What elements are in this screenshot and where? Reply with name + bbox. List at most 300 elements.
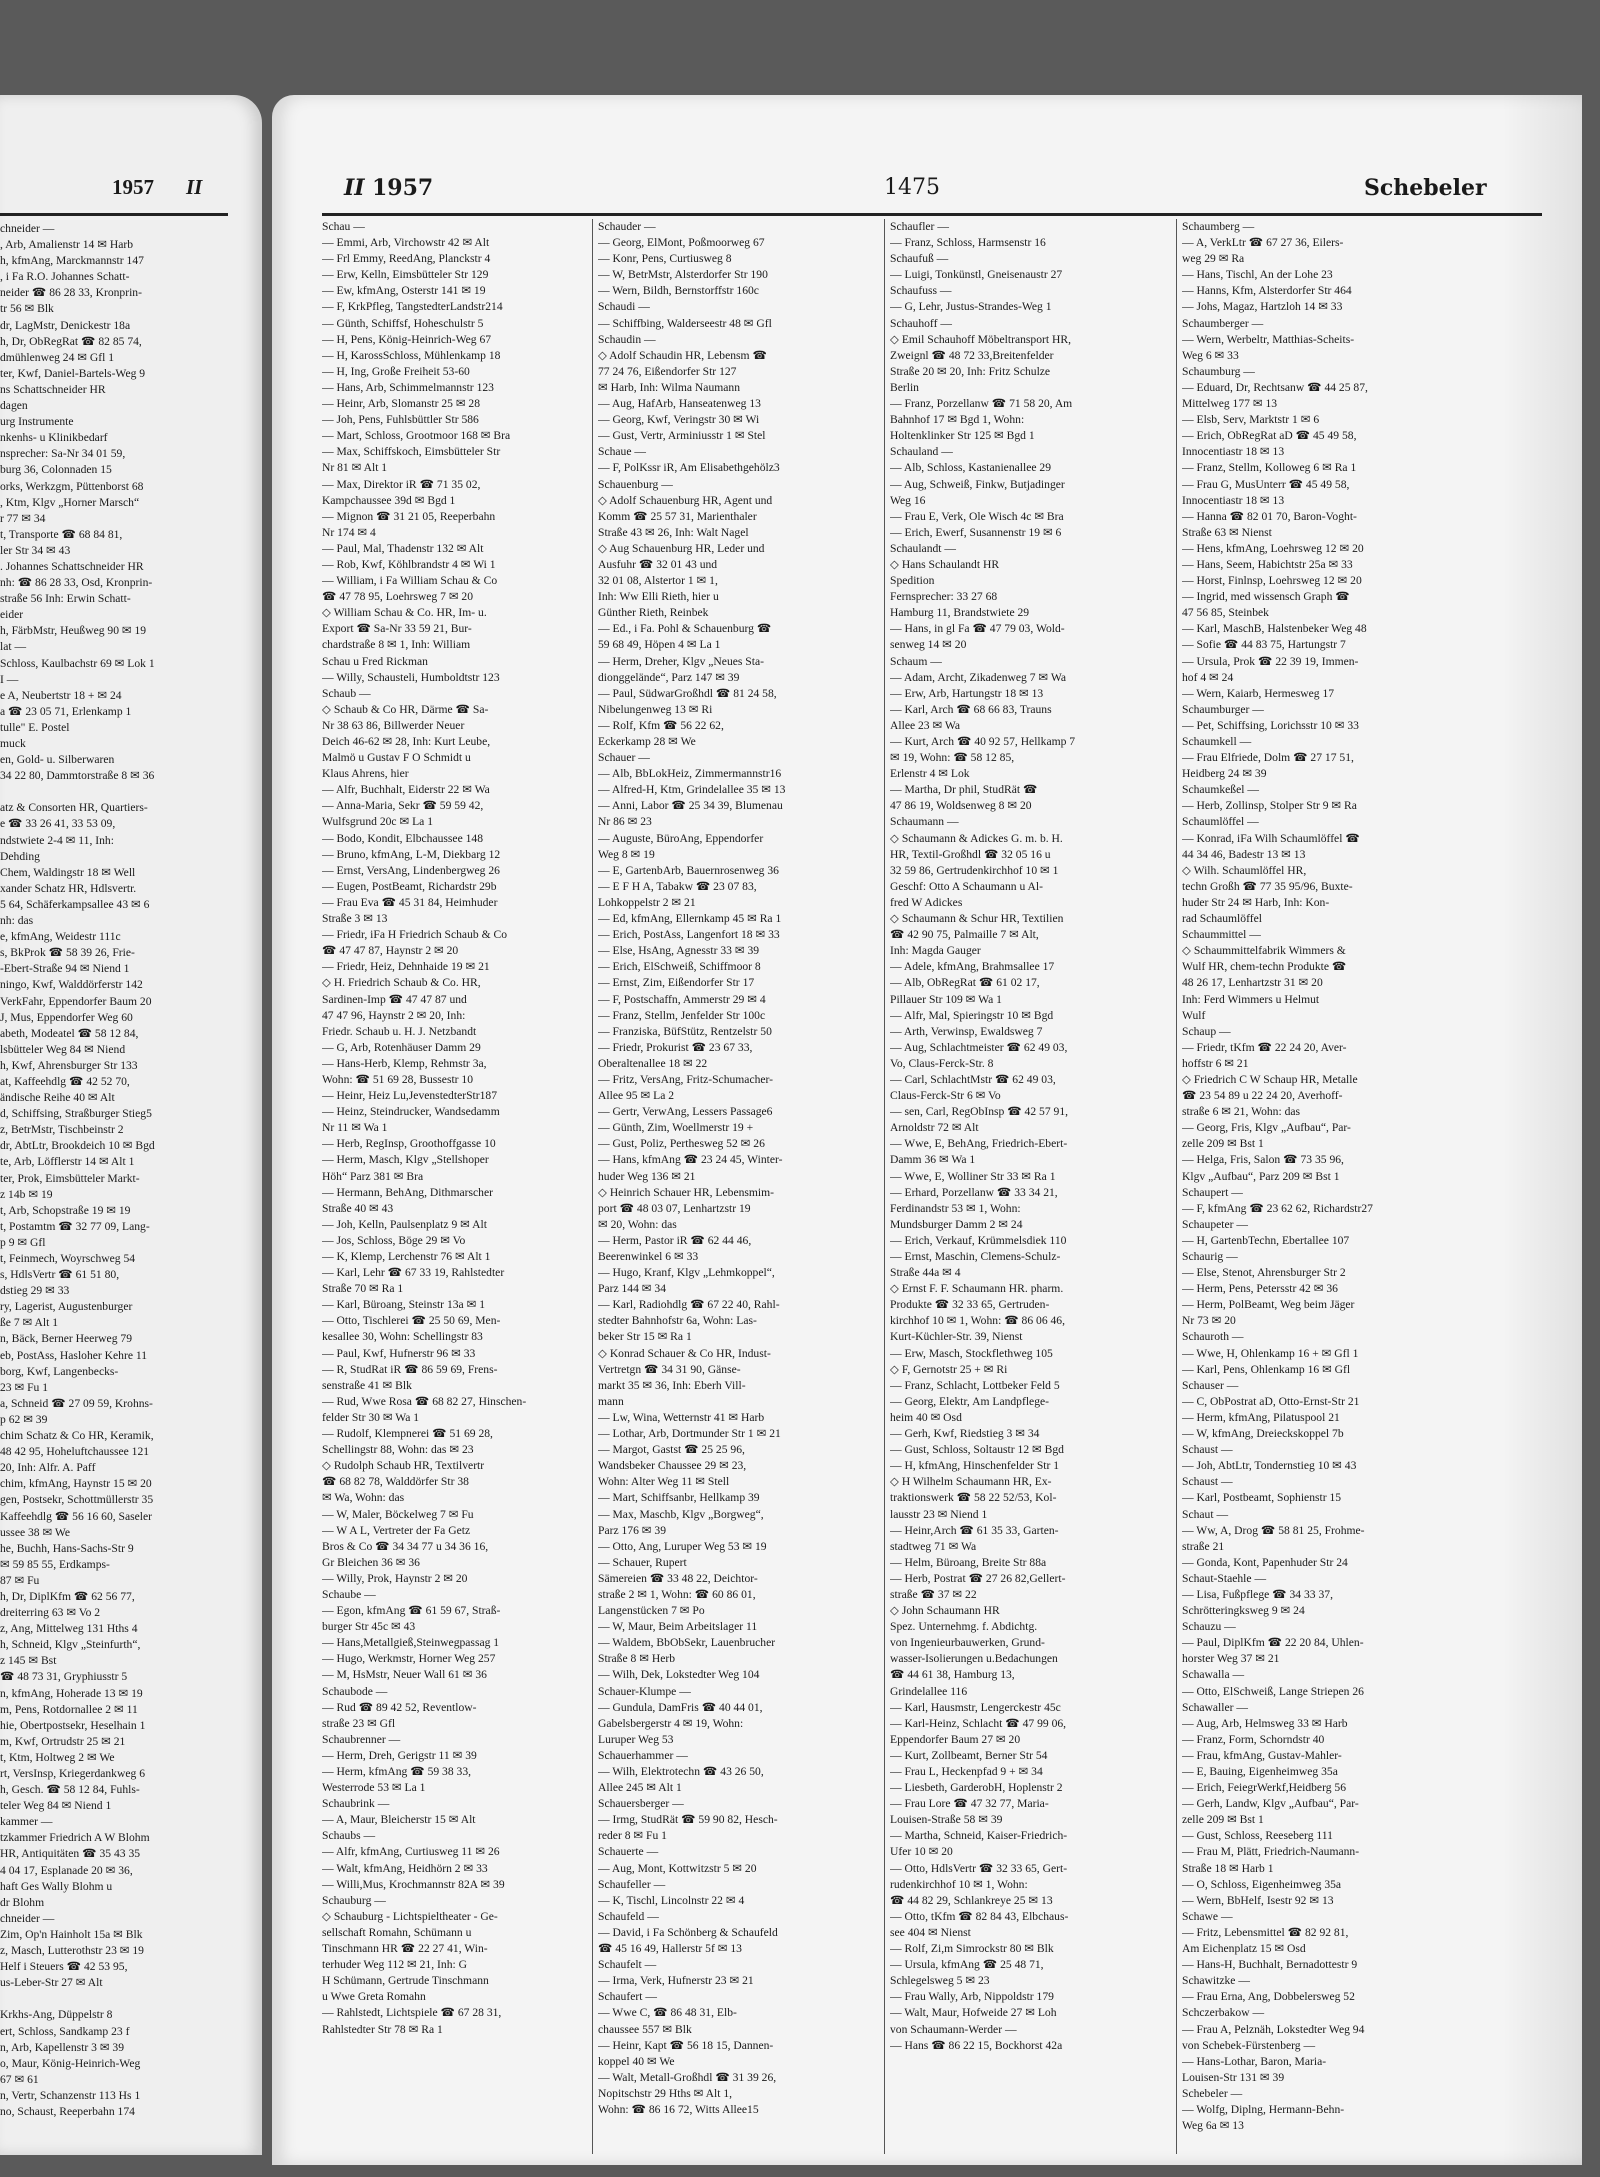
directory-entry-line: beker Str 15 ✉ Ra 1 xyxy=(598,1330,692,1344)
directory-entry-line: — Herm, kfmAng ☎ 59 38 33, xyxy=(322,1765,472,1778)
directory-entry-line: Inh: Ferd Wimmers u Helmut xyxy=(1182,992,1320,1006)
directory-entry-line: Inh: Magda Gauger xyxy=(890,944,981,958)
directory-entry-line: 47 86 19, Woldsenweg 8 ✉ 20 xyxy=(890,799,1032,813)
directory-entry-line: — W, BetrMstr, Alsterdorfer Str 190 xyxy=(598,268,768,282)
directory-entry-line: — Mart, Schloss, Grootmoor 168 ✉ Bra xyxy=(322,429,511,443)
directory-entry-line: — Erich, ObRegRat aD ☎ 45 49 58, xyxy=(1182,429,1357,443)
directory-entry-line: te, Arb, Löfflerstr 14 ✉ Alt 1 xyxy=(0,1155,135,1169)
directory-entry-line: — Hanns, Kfm, Alsterdorfer Str 464 xyxy=(1182,284,1352,298)
directory-entry-line: ☎ 44 61 38, Hamburg 13, xyxy=(890,1668,1015,1682)
directory-entry-line: — Erw, Kelln, Eimsbütteler Str 129 xyxy=(322,268,489,282)
directory-entry-line: — Herm, Dreh, Gerigstr 11 ✉ 39 xyxy=(322,1748,477,1762)
directory-entry-line: — Frau Wally, Arb, Nippoldstr 179 xyxy=(890,1990,1054,2004)
directory-entry-line: — Else, HsAng, Agnesstr 33 ✉ 39 xyxy=(598,944,760,958)
column-divider xyxy=(1176,219,1177,2154)
directory-entry-line: — Rudolf, Klempnerei ☎ 51 69 28, xyxy=(322,1427,493,1441)
directory-entry-line: — Paul, Kwf, Hufnerstr 96 ✉ 33 xyxy=(322,1346,476,1360)
directory-entry-line: see 404 ✉ Nienst xyxy=(890,1925,971,1939)
directory-entry-line: chneider — xyxy=(0,222,55,235)
directory-entry-line: — Alb, ObRegRat ☎ 61 02 17, xyxy=(890,976,1040,990)
directory-entry-line: — Lisa, Fußpflege ☎ 34 33 37, xyxy=(1182,1587,1333,1601)
directory-entry-line: Mundsburger Damm 2 ✉ 24 xyxy=(890,1217,1023,1231)
directory-entry-line: Schauhoff — xyxy=(890,316,952,330)
directory-entry-line: Friedr. Schaub u. H. J. Netzbandt xyxy=(322,1024,477,1038)
directory-entry-line: — Lw, Wina, Wetternstr 41 ✉ Harb xyxy=(598,1410,765,1424)
directory-entry-line: — Karl, Lehr ☎ 67 33 19, Rahlstedter xyxy=(322,1266,505,1280)
directory-entry-line: — Karl, Postbeamt, Sophienstr 15 xyxy=(1182,1491,1342,1505)
directory-entry-line: Beerenwinkel 6 ✉ 33 xyxy=(598,1250,699,1263)
directory-entry-line: reder 8 ✉ Fu 1 xyxy=(598,1829,667,1843)
directory-entry-line: ☎ 68 82 78, Walddörfer Str 38 xyxy=(322,1475,469,1489)
directory-entry-line: Schaumberg — xyxy=(1182,220,1255,233)
directory-entry-line: abeth, Modeatel ☎ 58 12 84, xyxy=(0,1026,139,1040)
directory-entry-line: — Wilh, Elektrotechn ☎ 43 26 50, xyxy=(598,1765,764,1778)
directory-entry-line: straße 6 ✉ 21, Wohn: das xyxy=(1182,1105,1301,1119)
directory-entry-line: hie, Obertpostsekr, Heselhain 1 xyxy=(0,1718,146,1732)
directory-entry-line: — Joh, Kelln, Paulsenplatz 9 ✉ Alt xyxy=(322,1217,487,1231)
directory-entry-line: h, kfmAng, Marckmannstr 147 xyxy=(0,254,144,268)
directory-entry-line: Schauland — xyxy=(890,445,953,459)
directory-entry-line: ter, Prok, Eimsbütteler Markt- xyxy=(0,1171,140,1185)
directory-entry-line: Günther Rieth, Reinbek xyxy=(598,606,709,620)
directory-entry-line: — Wern, Kaiarb, Hermesweg 17 xyxy=(1182,686,1335,700)
directory-entry-line: Eckerkamp 28 ✉ We xyxy=(598,735,696,748)
directory-entry-line: us-Leber-Str 27 ✉ Alt xyxy=(0,1976,103,1990)
directory-entry-line: — Otto, ElSchweiß, Lange Striepen 26 xyxy=(1182,1684,1364,1698)
directory-entry-line: Schaudin — xyxy=(598,332,656,346)
directory-entry-line: — Hermann, BehAng, Dithmarscher xyxy=(322,1185,493,1199)
directory-entry-line: — Erich, Ewerf, Susannenstr 19 ✉ 6 xyxy=(890,525,1062,539)
directory-entry-line: Nr 73 ✉ 20 xyxy=(1182,1314,1236,1328)
directory-entry-line: Ufer 10 ✉ 20 xyxy=(890,1845,953,1859)
directory-entry-line: ◇ Ernst F. F. Schaumann HR. pharm. xyxy=(890,1282,1064,1296)
directory-entry-line: Deich 46-62 ✉ 28, Inh: Kurt Leube, xyxy=(322,735,491,748)
directory-entry-line: Grindelallee 116 xyxy=(890,1684,968,1698)
directory-entry-line: — Heinz, Steindrucker, Wandsedamm xyxy=(322,1105,500,1119)
directory-entry-line: z, Masch, Lutterothstr 23 ✉ 19 xyxy=(0,1944,144,1958)
directory-entry-line: — A, Maur, Bleicherstr 15 ✉ Alt xyxy=(322,1813,476,1827)
directory-entry-line: — Gerh, Kwf, Riedstieg 3 ✉ 34 xyxy=(890,1427,1040,1441)
directory-entry-line: ◇ H Wilhelm Schaumann HR, Ex- xyxy=(890,1475,1052,1489)
directory-entry-line: — Erhard, Porzellanw ☎ 33 34 21, xyxy=(890,1185,1058,1199)
directory-entry-line: Zim, Op'n Hainholt 15a ✉ Blk xyxy=(0,1927,143,1941)
directory-entry-line: Schaumkeßel — xyxy=(1182,783,1259,797)
directory-entry-line: t, Postamtm ☎ 32 77 09, Lang- xyxy=(0,1219,150,1233)
directory-entry-line: — Wwe, H, Ohlenkamp 16 + ✉ Gfl 1 xyxy=(1182,1346,1359,1360)
directory-entry-line: — Erich, ElSchweiß, Schiffmoor 8 xyxy=(598,960,761,974)
directory-entry-line: n, Bäck, Berner Heerweg 79 xyxy=(0,1332,132,1346)
directory-entry-line: Wulf HR, chem-techn Produkte ☎ xyxy=(1182,960,1347,974)
directory-entry-line: — Otto, tKfm ☎ 82 84 43, Elbchaus- xyxy=(890,1909,1069,1923)
directory-entry-line: stadtweg 71 ✉ Wa xyxy=(890,1539,977,1553)
directory-entry-line: H Schümann, Gertrude Tinschmann xyxy=(322,1974,489,1988)
directory-entry-line: — Martha, Schneid, Kaiser-Friedrich- xyxy=(890,1829,1068,1843)
directory-entry-line: wasser-Isolierungen u.Bedachungen xyxy=(890,1652,1058,1666)
directory-entry-line: — Georg, ElMont, Poßmoorweg 67 xyxy=(598,236,765,250)
directory-entry-line: — William, i Fa William Schau & Co xyxy=(322,574,498,588)
directory-entry-line: Schaufeld — xyxy=(598,1909,659,1923)
directory-entry-line: Schaufelt — xyxy=(598,1958,657,1972)
directory-entry-line: — Karl, Hausmstr, Lengerckestr 45c xyxy=(890,1700,1061,1714)
directory-entry-line: ✉ 19, Wohn: ☎ 58 12 85, xyxy=(890,751,1015,765)
directory-entry-line: s, HdlsVertr ☎ 61 51 80, xyxy=(0,1268,120,1282)
directory-entry-line: von Schebek-Fürstenberg — xyxy=(1182,2038,1316,2052)
directory-entry-line: senstraße 41 ✉ Blk xyxy=(322,1378,412,1392)
directory-entry-line: — W, Maur, Beim Arbeitslager 11 xyxy=(598,1620,758,1634)
directory-entry-line: Schaubrenner — xyxy=(322,1732,401,1746)
directory-entry-line: straße 56 Inh: Erwin Schatt- xyxy=(0,592,131,606)
directory-entry-line: — Franz, Stellm, Jenfelder Str 100c xyxy=(598,1008,766,1022)
directory-entry-line: — Alb, BbLokHeiz, Zimmermannstr16 xyxy=(598,767,782,781)
directory-entry-line: — Otto, Ang, Luruper Weg 53 ✉ 19 xyxy=(598,1539,767,1553)
directory-entry-line: Schauenburg — xyxy=(598,477,673,491)
directory-entry-line: Kurt-Küchler-Str. 39, Nienst xyxy=(890,1330,1023,1344)
directory-entry-line: — Herm, Masch, Klgv „Stellshoper xyxy=(322,1153,489,1167)
directory-entry-line: Produkte ☎ 32 33 65, Gertruden- xyxy=(890,1298,1050,1312)
directory-entry-line: — Karl, Radiohdlg ☎ 67 22 40, Rahl- xyxy=(598,1298,780,1312)
directory-entry-line: 32 01 08, Alstertor 1 ✉ 1, xyxy=(598,574,718,588)
directory-entry-line: — F, Postschaffn, Ammerstr 29 ✉ 4 xyxy=(598,992,766,1006)
directory-entry-line: I — xyxy=(0,672,19,686)
directory-entry-line: Schaumkell — xyxy=(1182,735,1252,748)
directory-entry-line: no, Schaust, Reeperbahn 174 xyxy=(0,2104,135,2118)
directory-entry-line: Sämereien ☎ 33 48 22, Deichtor- xyxy=(598,1571,758,1585)
directory-entry-line: — Hugo, Werkmstr, Horner Weg 257 xyxy=(322,1652,496,1666)
directory-entry-line: Gr Bleichen 36 ✉ 36 xyxy=(322,1555,420,1569)
directory-entry-line: — Heinr, Kapt ☎ 56 18 15, Dannen- xyxy=(598,2038,774,2052)
directory-entry-line: — Heinr, Arb, Slomanstr 25 ✉ 28 xyxy=(322,397,481,411)
directory-entry-line: — Walt, kfmAng, Heidhörn 2 ✉ 33 xyxy=(322,1861,488,1875)
directory-entry-line: , Arb, Amalienstr 14 ✉ Harb xyxy=(0,238,134,252)
directory-entry-line: Mittelweg 177 ✉ 13 xyxy=(1182,397,1278,411)
directory-entry-line: — Hans-Herb, Klemp, Rehmstr 3a, xyxy=(322,1056,487,1070)
directory-entry-line: s, BkProk ☎ 58 39 26, Frie- xyxy=(0,946,135,960)
directory-entry-line: Schlegelsweg 5 ✉ 23 xyxy=(890,1974,990,1988)
directory-entry-line: Tinschmann HR ☎ 22 27 41, Win- xyxy=(322,1942,488,1956)
directory-entry-line: Lohkoppelstr 2 ✉ 21 xyxy=(598,895,696,909)
directory-entry-line: — Gonda, Kont, Papenhuder Str 24 xyxy=(1182,1555,1348,1569)
directory-entry-line: Wulf xyxy=(1182,1008,1206,1022)
directory-entry-line: Nr 174 ✉ 4 xyxy=(322,525,376,539)
directory-entry-line: Schauerhammer — xyxy=(598,1748,688,1762)
directory-entry-line: — Frau Lore ☎ 47 32 77, Maria- xyxy=(890,1797,1049,1811)
directory-entry-line: ◇ Friedrich C W Schaup HR, Metalle xyxy=(1182,1072,1358,1086)
directory-entry-line: — Bruno, kfmAng, L-M, Diekbarg 12 xyxy=(322,847,501,861)
directory-entry-line: — E F H A, Tabakw ☎ 23 07 83, xyxy=(598,879,757,893)
directory-entry-line: Langenstücken 7 ✉ Po xyxy=(598,1604,705,1618)
directory-entry-line: — Ursula, kfmAng ☎ 25 48 71, xyxy=(890,1958,1044,1972)
directory-entry-line: — Frau G, MusUnterr ☎ 45 49 58, xyxy=(1182,477,1350,491)
directory-entry-line: senweg 14 ✉ 20 xyxy=(890,638,967,652)
directory-entry-line: Schaurig — xyxy=(1182,1250,1238,1263)
directory-entry-line: 4 04 17, Esplanade 20 ✉ 36, xyxy=(0,1863,133,1877)
directory-entry-line: dreiterring 63 ✉ Vo 2 xyxy=(0,1606,101,1620)
directory-entry-line: — Konrad, iFa Wilh Schaumlöffel ☎ xyxy=(1182,831,1360,845)
directory-entry-line: sellschaft Romahn, Schümann u xyxy=(322,1925,472,1939)
directory-entry-line: — Ernst, VersAng, Lindenbergweg 26 xyxy=(322,863,500,877)
directory-entry-line: — Wwe C, ☎ 86 48 31, Elb- xyxy=(598,2006,737,2020)
directory-entry-line: Schawaller — xyxy=(1182,1700,1248,1714)
directory-entry-line: ◇ Heinrich Schauer HR, Lebensmim- xyxy=(598,1185,775,1199)
directory-entry-line: — Karl, Pens, Ohlenkamp 16 ✉ Gfl xyxy=(1182,1362,1351,1376)
directory-entry-line: — R, StudRat iR ☎ 86 59 69, Frens- xyxy=(322,1362,498,1376)
directory-entry-line: — Else, Stenot, Ahrensburger Str 2 xyxy=(1182,1266,1346,1280)
directory-entry-line: Straße 40 ✉ 43 xyxy=(322,1201,394,1215)
directory-entry-line: — Hens, kfmAng, Loehrsweg 12 ✉ 20 xyxy=(1182,541,1364,555)
directory-entry-line: — Hans, in gl Fa ☎ 47 79 03, Wold- xyxy=(890,622,1065,636)
directory-entry-line: — Walt, Maur, Hofweide 27 ✉ Loh xyxy=(890,2006,1057,2020)
directory-entry-line: J, Mus, Eppendorfer Weg 60 xyxy=(0,1010,133,1024)
directory-entry-line: Straße 3 ✉ 13 xyxy=(322,912,388,926)
directory-entry-line: — Otto, HdlsVertr ☎ 32 33 65, Gert- xyxy=(890,1861,1068,1875)
left-page xyxy=(0,95,262,2155)
directory-entry-line: u Wwe Greta Romahn xyxy=(322,1990,426,2004)
directory-entry-line: t, Ktm, Holtweg 2 ✉ We xyxy=(0,1750,115,1764)
directory-entry-line: n, Vertr, Schanzenstr 113 Hs 1 xyxy=(0,2088,141,2102)
directory-entry-line: z, Ang, Mittelweg 131 Hths 4 xyxy=(0,1622,138,1636)
directory-entry-line: — Hans, Seem, Habichtstr 25a ✉ 33 xyxy=(1182,557,1353,571)
directory-entry-line: ussee 38 ✉ We xyxy=(0,1525,71,1539)
directory-entry-line: — H, Pens, König-Heinrich-Weg 67 xyxy=(322,332,492,346)
directory-entry-line: rad Schaumlöffel xyxy=(1182,912,1262,926)
directory-entry-line: HR, Textil-Großhdl ☎ 32 05 16 u xyxy=(890,847,1051,861)
directory-entry-line: — Konr, Pens, Curtiusweg 8 xyxy=(598,252,732,266)
directory-entry-line: — Rolf, Kfm ☎ 56 22 62, xyxy=(598,718,724,732)
directory-entry-line: Sardinen-Imp ☎ 47 47 87 und xyxy=(322,992,467,1006)
directory-entry-line: — Herm, kfmAng, Pilatuspool 21 xyxy=(1182,1410,1340,1424)
directory-entry-line xyxy=(0,1991,236,2007)
directory-entry-line: — Helm, Büroang, Breite Str 88a xyxy=(890,1555,1047,1569)
directory-entry-line: straße ☎ 37 ✉ 22 xyxy=(890,1587,977,1601)
directory-entry-line: h, FärbMstr, Heußweg 90 ✉ 19 xyxy=(0,624,147,638)
directory-entry-line: e A, Neubertstr 18 + ✉ 24 xyxy=(0,688,122,702)
directory-entry-line: Schaumlöffel — xyxy=(1182,815,1259,829)
directory-entry-line: 67 ✉ 61 xyxy=(0,2072,39,2086)
directory-entry-line: -Ebert-Straße 94 ✉ Niend 1 xyxy=(0,962,130,976)
directory-entry-line: Schauburg — xyxy=(322,1893,386,1907)
directory-entry-line: — sen, Carl, RegObInsp ☎ 42 57 91, xyxy=(890,1105,1069,1119)
directory-entry-line: Schaust — xyxy=(1182,1475,1233,1489)
directory-entry-line: — W, Maler, Böckelweg 7 ✉ Fu xyxy=(322,1507,474,1521)
directory-entry-line: — Wwe, E, Wolliner Str 33 ✉ Ra 1 xyxy=(890,1169,1056,1183)
left-page-year: 1957 xyxy=(112,175,154,199)
directory-entry-line: dr, AbtLtr, Brookdeich 10 ✉ Bgd xyxy=(0,1139,155,1153)
directory-entry-line: Straße 63 ✉ Nienst xyxy=(1182,525,1272,539)
directory-entry-line: a, Schneid ☎ 27 09 59, Krohns- xyxy=(0,1396,153,1410)
directory-entry-line: — F, PolKssr iR, Am Elisabethgehölz3 xyxy=(598,461,780,475)
directory-entry-line: — M, HsMstr, Neuer Wall 61 ✉ 36 xyxy=(322,1668,487,1682)
directory-entry-line: — Georg, Elektr, Am Landpflege- xyxy=(890,1394,1050,1408)
directory-entry-line: 87 ✉ Fu xyxy=(0,1573,40,1587)
directory-entry-line: — Hans-Lothar, Baron, Maria- xyxy=(1182,2054,1327,2068)
directory-entry-line: h, Kwf, Ahrensburger Str 133 xyxy=(0,1058,138,1072)
directory-entry-line: — Ed., i Fa. Pohl & Schauenburg ☎ xyxy=(598,622,772,636)
directory-entry-line: — Martha, Dr phil, StudRät ☎ xyxy=(890,783,1038,797)
directory-entry-line: — Bodo, Kondit, Elbchaussee 148 xyxy=(322,831,484,845)
directory-entry-line: z, BetrMstr, Tischbeinstr 2 xyxy=(0,1123,124,1137)
directory-entry-line: — Paul, Mal, Thadenstr 132 ✉ Alt xyxy=(322,541,484,555)
right-page xyxy=(272,95,1582,2165)
directory-entry-line: Dehding xyxy=(0,849,40,863)
directory-entry-line: — Frau Eva ☎ 45 31 84, Heimhuder xyxy=(322,895,498,909)
directory-entry-line: — Carl, SchlachtMstr ☎ 62 49 03, xyxy=(890,1072,1056,1086)
directory-entry-line: — E, GartenbArb, Bauernrosenweg 36 xyxy=(598,863,779,877)
directory-entry-line: — H, GartenbTechn, Ebertallee 107 xyxy=(1182,1233,1350,1247)
directory-entry-line: Fernsprecher: 33 27 68 xyxy=(890,590,998,604)
directory-entry-line: von Schaumann-Werder — xyxy=(890,2022,1017,2036)
directory-entry-line: 47 56 85, Steinbek xyxy=(1182,606,1269,620)
directory-entry-line: Weg 16 xyxy=(890,493,926,507)
directory-entry-line: — Otto, Tischlerei ☎ 25 50 69, Men- xyxy=(322,1314,501,1328)
directory-entry-line: rudenkirchhof 10 ✉ 1, Wohn: xyxy=(890,1877,1028,1891)
directory-entry-line: Schloss, Kaulbachstr 69 ✉ Lok 1 xyxy=(0,656,155,670)
directory-entry-line: Nr 38 63 86, Billwerder Neuer xyxy=(322,718,465,732)
directory-entry-line: Schaudi — xyxy=(598,300,650,314)
directory-entry-line: — Franz, Form, Schorndstr 40 xyxy=(1182,1732,1325,1746)
column-divider xyxy=(884,219,885,2154)
directory-entry-line: — F, KrkPfleg, TangstedterLandstr214 xyxy=(322,300,503,314)
directory-entry-line: tr 56 ✉ Blk xyxy=(0,302,54,316)
directory-entry-line: ◇ William Schau & Co. HR, Im- u. xyxy=(322,606,487,620)
directory-entry-line: — Rolf, Zi,m Simrockstr 80 ✉ Blk xyxy=(890,1942,1054,1956)
directory-entry-line: hoffstr 6 ✉ 21 xyxy=(1182,1056,1249,1070)
directory-entry-line: — Alfred-H, Ktm, Grindelallee 35 ✉ 13 xyxy=(598,783,786,797)
directory-entry-line: Schaufuß — xyxy=(890,252,949,266)
directory-entry-line: ◇ Rudolph Schaub HR, Textilvertr xyxy=(322,1459,485,1473)
directory-entry-line: — Egon, kfmAng ☎ 61 59 67, Straß- xyxy=(322,1604,501,1618)
directory-entry-line: — Frau, kfmAng, Gustav-Mahler- xyxy=(1182,1748,1342,1762)
directory-entry-line: Nibelungenweg 13 ✉ Ri xyxy=(598,702,713,716)
directory-entry-line: — Erich, Verkauf, Krümmelsdiek 110 xyxy=(890,1233,1067,1247)
directory-entry-line: chardstraße 8 ✉ 1, Inh: William xyxy=(322,638,471,652)
directory-entry-line: — Fritz, VersAng, Fritz-Schumacher- xyxy=(598,1072,774,1086)
directory-entry-line: Wohn: Alter Weg 11 ✉ Stell xyxy=(598,1475,730,1489)
directory-entry-line: Klaus Ahrens, hier xyxy=(322,767,409,781)
directory-entry-line: Holtenklinker Str 125 ✉ Bgd 1 xyxy=(890,429,1035,443)
directory-entry-line: fred W Adickes xyxy=(890,895,963,909)
directory-entry-line: — E, Bauing, Eigenheimweg 35a xyxy=(1182,1765,1338,1778)
directory-entry-line: — Wern, Werbeltr, Matthias-Scheits- xyxy=(1182,332,1355,346)
directory-entry-line: Schrötteringksweg 9 ✉ 24 xyxy=(1182,1604,1305,1618)
directory-entry-line: Weg 6 ✉ 33 xyxy=(1182,348,1239,362)
directory-column-1 xyxy=(322,219,586,2154)
left-header-rule xyxy=(0,213,228,216)
directory-entry-line: Schaufeller — xyxy=(598,1877,666,1891)
directory-entry-line: kammer — xyxy=(0,1815,53,1829)
directory-entry-line: — Max, Schiffskoch, Eimsbütteler Str xyxy=(322,445,501,459)
directory-entry-line: 23 ✉ Fu 1 xyxy=(0,1380,49,1394)
directory-entry-line: Wohn: ☎ 86 16 72, Witts Allee15 xyxy=(598,2102,759,2116)
directory-entry-line: — Karl-Heinz, Schlacht ☎ 47 99 06, xyxy=(890,1716,1067,1730)
directory-entry-line: Allee 245 ✉ Alt 1 xyxy=(598,1781,682,1795)
directory-entry-line: ◇ Wilh. Schaumlöffel HR, xyxy=(1182,863,1307,877)
directory-entry-line: lausstr 23 ✉ Niend 1 xyxy=(890,1507,988,1521)
directory-entry-line: tulle" E. Postel xyxy=(0,720,70,734)
directory-entry-line: Schau u Fred Rickman xyxy=(322,654,428,668)
directory-entry-line: ändische Reihe 40 ✉ Alt xyxy=(0,1091,115,1105)
directory-entry-line: ert, Schloss, Sandkamp 23 f xyxy=(0,2024,130,2038)
directory-entry-line: mann xyxy=(598,1394,624,1408)
directory-entry-line: — Erw, Masch, Stockflethweg 105 xyxy=(890,1346,1053,1360)
directory-entry-line: ler Str 34 ✉ 43 xyxy=(0,543,71,557)
directory-entry-line: — Herb, Zollinsp, Stolper Str 9 ✉ Ra xyxy=(1182,799,1357,813)
directory-entry-line: — Herm, Dreher, Klgv „Neues Sta- xyxy=(598,654,764,668)
directory-entry-line: Chem, Waldingstr 18 ✉ Well xyxy=(0,865,136,879)
directory-entry-line: — Mart, Schiffsanbr, Hellkamp 39 xyxy=(598,1491,760,1505)
directory-entry-line: — Erw, Arb, Hartungstr 18 ✉ 13 xyxy=(890,686,1044,700)
directory-entry-line: weg 29 ✉ Ra xyxy=(1182,252,1245,266)
directory-entry-line: Louisen-Str 131 ✉ 39 xyxy=(1182,2070,1285,2084)
directory-entry-line: ◇ H. Friedrich Schaub & Co. HR, xyxy=(322,976,481,990)
directory-entry-line: — Wolfg, Diplng, Hermann-Behn- xyxy=(1182,2102,1345,2116)
directory-entry-line: — Wern, Bildh, Bernstorffstr 160c xyxy=(598,284,759,298)
right-page-header xyxy=(272,175,1502,215)
directory-entry-line: tzkammer Friedrich A W Blohm xyxy=(0,1831,150,1845)
directory-entry-line: Schawalla — xyxy=(1182,1668,1245,1682)
directory-entry-line: — Herm, Pastor iR ☎ 62 44 46, xyxy=(598,1233,752,1247)
directory-entry-line: — K, Tischl, Lincolnstr 22 ✉ 4 xyxy=(598,1893,745,1907)
directory-entry-line: z 145 ✉ Bst xyxy=(0,1654,57,1668)
directory-entry-line: — Jos, Schloss, Böge 29 ✉ Vo xyxy=(322,1233,466,1247)
directory-entry-line: Schauer — xyxy=(598,751,650,765)
directory-entry-line: Parz 176 ✉ 39 xyxy=(598,1523,666,1537)
directory-entry-line: ns Schattschneider HR xyxy=(0,382,106,396)
directory-entry-line: stedter Bahnhofstr 6a, Wohn: Las- xyxy=(598,1314,757,1328)
directory-entry-line: nkenhs- u Klinikbedarf xyxy=(0,431,108,445)
directory-entry-line: — Pet, Schiffsing, Lorichsstr 10 ✉ 33 xyxy=(1182,718,1359,732)
directory-entry-line: — Heinr, Heiz Lu,JevenstedterStr187 xyxy=(322,1089,498,1103)
directory-entry-line: Schaut — xyxy=(1182,1507,1229,1521)
directory-entry-line: ry, Lagerist, Augustenburger xyxy=(0,1300,133,1314)
directory-entry-line: ☎ 45 16 49, Hallerstr 5f ✉ 13 xyxy=(598,1942,742,1956)
directory-entry-line: t, Transporte ☎ 68 84 81, xyxy=(0,527,123,541)
directory-entry-line: — David, i Fa Schönberg & Schaufeld xyxy=(598,1925,778,1939)
directory-entry-line: ◇ John Schaumann HR xyxy=(890,1604,1000,1618)
directory-entry-line: — Gust, Schloss, Reeseberg 111 xyxy=(1182,1829,1333,1843)
directory-entry-line: — Gerh, Landw, Klgv „Aufbau“, Par- xyxy=(1182,1797,1359,1811)
directory-entry-line: 20, Inh: Alfr. A. Paff xyxy=(0,1461,96,1475)
directory-entry-line: HR, Antiquitäten ☎ 35 43 35 xyxy=(0,1847,141,1861)
directory-entry-line: Krkhs-Ang, Düppelstr 8 xyxy=(0,2008,113,2022)
directory-entry-line: — Karl, Arch ☎ 68 66 83, Trauns xyxy=(890,702,1052,716)
directory-entry-line: m, Pens, Rotdornallee 2 ✉ 11 xyxy=(0,1702,138,1716)
directory-entry-line: burg 36, Colonnaden 15 xyxy=(0,463,112,477)
directory-entry-line: nh: ☎ 86 28 33, Osd, Kronprin- xyxy=(0,576,153,590)
directory-entry-line: e, kfmAng, Weidestr 111c xyxy=(0,930,121,944)
directory-entry-line: Damm 36 ✉ Wa 1 xyxy=(890,1153,976,1167)
directory-entry-line: — Arth, Verwinsp, Ewaldsweg 7 xyxy=(890,1024,1043,1038)
directory-entry-line: — Rud, Wwe Rosa ☎ 68 82 27, Hinschen- xyxy=(322,1394,527,1408)
directory-entry-line: ✉ 20, Wohn: das xyxy=(598,1217,677,1231)
directory-entry-line: — Georg, Kwf, Veringstr 30 ✉ Wi xyxy=(598,413,760,427)
directory-entry-line: — Erich, PostAss, Langenfort 18 ✉ 33 xyxy=(598,928,780,942)
directory-entry-line: — Frau A, Pelznäh, Lokstedter Weg 94 xyxy=(1182,2022,1365,2036)
directory-entry-line: — Rob, Kwf, Köhlbrandstr 4 ✉ Wi 1 xyxy=(322,557,496,571)
directory-entry-line: — Rud ☎ 89 42 52, Reventlow- xyxy=(322,1700,477,1714)
directory-entry-line: ◇ F, Gernotstr 25 + ✉ Ri xyxy=(890,1362,1008,1376)
directory-entry-line: n, Arb, Kapellenstr 3 ✉ 39 xyxy=(0,2040,125,2054)
directory-entry-line: Schaust — xyxy=(1182,1443,1233,1457)
directory-entry-line: Klgv „Aufbau“, Parz 209 ✉ Bst 1 xyxy=(1182,1169,1340,1183)
directory-entry-line: Malmö u Gustav F O Schmidt u xyxy=(322,751,471,765)
directory-entry-line: — Frau Elfriede, Dolm ☎ 27 17 51, xyxy=(1182,751,1354,765)
page-number: 1475 xyxy=(884,175,940,200)
directory-entry-line: Schauser — xyxy=(1182,1378,1239,1392)
directory-entry-line: Ausfuhr ☎ 32 01 43 und xyxy=(598,557,718,571)
directory-entry-line: — Schiffbing, Walderseestr 48 ✉ Gfl xyxy=(598,316,772,330)
directory-entry-line: 48 42 95, Hoheluftchaussee 121 xyxy=(0,1445,150,1459)
directory-entry-line: Eppendorfer Baum 27 ✉ 20 xyxy=(890,1732,1021,1746)
